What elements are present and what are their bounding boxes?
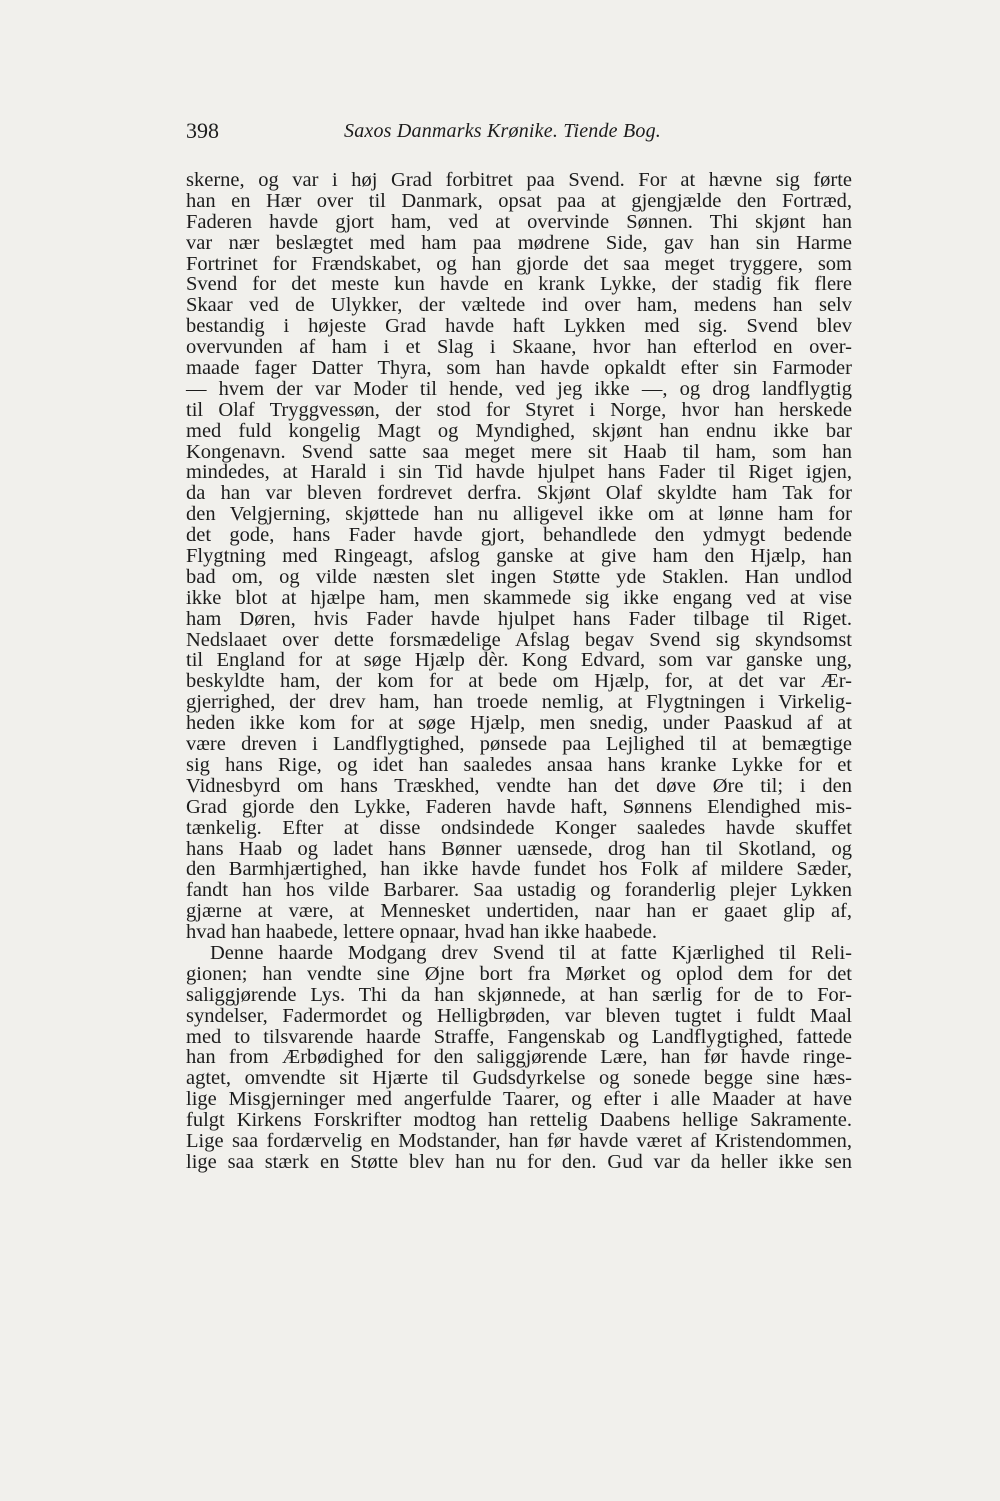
text-line: den Barmhjærtighed, han ikke havde fundet hos Folk af mildere Sæder, — [186, 858, 852, 881]
text-line: Vidnesbyrd om hans Træskhed, vendte han det døve Øre til; i den — [186, 774, 852, 797]
text-line: det gode, hans Fader havde gjort, behandlede den ydmygt bedende — [186, 524, 852, 547]
text-line: Faderen havde gjort ham, ved at overvinde Sønnen. Thi skjønt han — [186, 210, 852, 233]
text-line: da han var bleven fordrevet derfra. Skjønt Olaf skyldte ham Tak for — [186, 482, 852, 505]
text-line: fandt han hos vilde Barbarer. Saa ustadig og foranderlig plejer Lykken — [186, 879, 852, 902]
text-line: han en Hær over til Danmark, opsat paa at gjengjælde den Fortræd, — [186, 189, 852, 212]
text-line: bestandig i højeste Grad havde haft Lykken med sig. Svend blev — [186, 315, 852, 338]
text-line: mindedes, at Harald i sin Tid havde hjulpet hans Fader til Riget igjen, — [186, 461, 852, 484]
text-line: være dreven i Landflygtighed, pønsede paa Lejlighed til at bemægtige — [186, 733, 852, 756]
running-head — [186, 118, 846, 148]
text-line: til England for at søge Hjælp dèr. Kong Edvard, som var ganske ung, — [186, 649, 852, 672]
text-line: Grad gjorde den Lykke, Faderen havde haft, Sønnens Elendighed mis- — [186, 795, 852, 818]
text-line: ham Døren, hvis Fader havde hjulpet hans Fader tilbage til Riget. — [186, 607, 852, 630]
text-line: Lige saa fordærvelig en Modstander, han før havde været af Kristendommen, — [186, 1129, 852, 1152]
text-line: — hvem der var Moder til hende, ved jeg ikke —, og drog landflygtig — [186, 377, 852, 400]
body-text — [186, 170, 852, 1173]
text-line: lige saa stærk en Støtte blev han nu for den. Gud var da heller ikke sen — [186, 1150, 852, 1173]
text-line: Flygtning med Ringeagt, afslog ganske at give ham den Hjælp, han — [186, 545, 852, 568]
text-line: syndelser, Fadermordet og Helligbrøden, var bleven tugtet i fuldt Maal — [186, 1004, 852, 1027]
text-line: med to tilsvarende haarde Straffe, Fangenskab og Landflygtighed, fattede — [186, 1025, 852, 1048]
text-line: bad om, og vilde næsten slet ingen Støtte yde Staklen. Han undlod — [186, 565, 852, 588]
text-line: agtet, omvendte sit Hjærte til Gudsdyrkelse og sonede begge sine hæs- — [186, 1067, 852, 1090]
text-line: var nær beslægtet med ham paa mødrene Side, gav han sin Harme — [186, 231, 852, 254]
text-line: den Velgjerning, skjøttede han nu alligevel ikke om at lønne ham for — [186, 503, 852, 526]
text-line: hans Haab og ladet hans Bønner uænsede, drog han til Skotland, og — [186, 837, 852, 860]
text-line: saliggjørende Lys. Thi da han skjønnede, at han særlig for de to For- — [186, 983, 852, 1006]
text-line: heden ikke kom for at søge Hjælp, men snedig, under Paaskud af at — [186, 712, 852, 735]
text-line: fulgt Kirkens Forskrifter modtog han rettelig Daabens hellige Sakramente. — [186, 1109, 852, 1132]
page-number: 398 — [186, 118, 219, 143]
text-line: med fuld kongelig Magt og Myndighed, skjønt han endnu ikke bar — [186, 419, 852, 442]
text-line: Svend for det meste kun havde en krank Lykke, der stadig fik flere — [186, 273, 852, 296]
text-line: overvunden af ham i et Slag i Skaane, hvor han efterlod en over- — [186, 336, 852, 359]
text-line: til Olaf Tryggvessøn, der stod for Styret i Norge, hvor han herskede — [186, 398, 852, 421]
text-line: maade fager Datter Thyra, som han havde opkaldt efter sin Farmoder — [186, 357, 852, 380]
text-line: Fortrinet for Frændskabet, og han gjorde det saa meget tryggere, som — [186, 252, 852, 275]
text-line: gjærne at være, at Mennesket undertiden, naar han er gaaet glip af, — [186, 900, 852, 923]
text-line: gionen; han vendte sine Øjne bort fra Mørket og oplod dem for det — [186, 962, 852, 985]
running-title: Saxos Danmarks Krønike. Tiende Bog. — [344, 120, 661, 142]
text-line: lige Misgjerninger med angerfulde Taarer, og efter i alle Maader at have — [186, 1088, 852, 1111]
text-line: Kongenavn. Svend satte saa meget mere sit Haab til ham, som han — [186, 440, 852, 463]
text-line: beskyldte ham, der kom for at bede om Hjælp, for, at det var Ær- — [186, 670, 852, 693]
text-line: skerne, og var i høj Grad forbitret paa Svend. For at hævne sig førte — [186, 169, 852, 191]
text-line: Nedslaaet over dette forsmædelige Afslag begav Svend sig skyndsomst — [186, 628, 852, 651]
text-line: ikke blot at hjælpe ham, men skammede sig ikke engang ved at vise — [186, 586, 852, 609]
text-line: gjerrighed, der drev ham, han troede nemlig, at Flygtningen i Virkelig- — [186, 691, 852, 714]
text-line: sig hans Rige, og idet han saaledes ansaa hans kranke Lykke for et — [186, 753, 852, 776]
text-line: han from Ærbødighed for den saliggjørende Lære, han før havde ringe- — [186, 1046, 852, 1069]
text-line: tænkelig. Efter at disse ondsindede Konger saaledes havde skuffet — [186, 816, 852, 839]
paragraph-start-line: Denne haarde Modgang drev Svend til at fatte Kjærlighed til Reli- — [210, 941, 852, 964]
text-line: Skaar ved de Ulykker, der væltede ind over ham, medens han selv — [186, 294, 852, 317]
paragraph-end-line: hvad han haabede, lettere opnaar, hvad han ikke haabede. — [186, 921, 658, 944]
